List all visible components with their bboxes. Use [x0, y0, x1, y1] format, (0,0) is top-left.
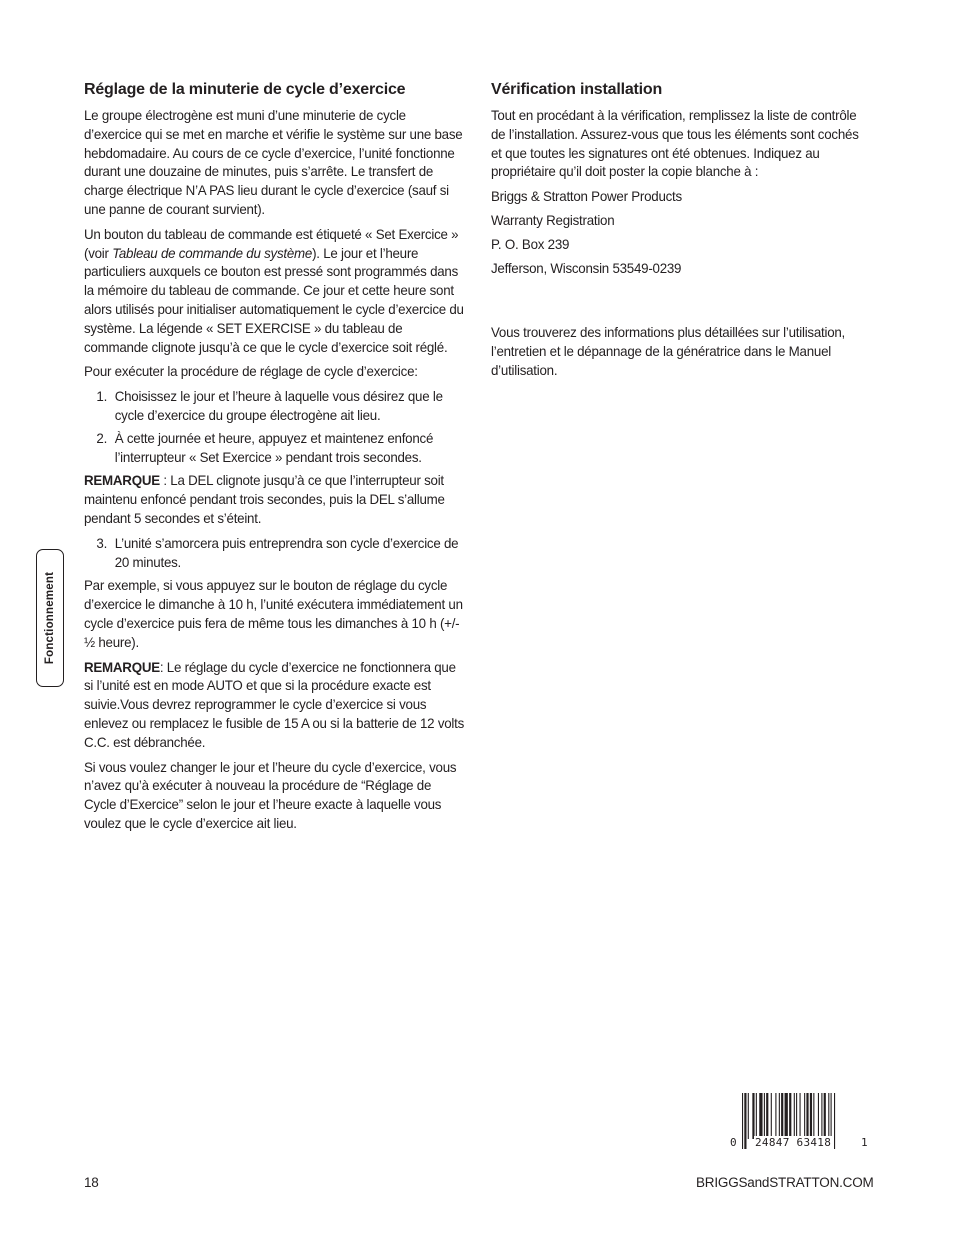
- site-url: BRIGGSandSTRATTON.COM: [696, 1175, 874, 1190]
- barcode-bar: [779, 1093, 780, 1139]
- barcode-bar: [752, 1093, 754, 1139]
- barcode-bar: [781, 1093, 783, 1139]
- section-title-exercise-timer: Réglage de la minuterie de cycle d’exercice: [84, 81, 406, 98]
- barcode-bar: [813, 1093, 814, 1139]
- right-column: [491, 80, 871, 386]
- list-item: 1. Choisissez le jour et l’heure à laquelle vous désirez que le cycle d’exercice du groupe électrogène ait lieu.: [96, 388, 443, 423]
- barcode-bar: [794, 1093, 795, 1139]
- barcode-bar: [775, 1093, 776, 1139]
- paragraph: Pour exécuter la procédure de réglage de cycle d’exercice:: [84, 363, 418, 380]
- barcode-bar: [766, 1093, 768, 1139]
- barcode-bar: [764, 1093, 765, 1139]
- barcode-bar: [785, 1093, 788, 1139]
- mailing-address: [491, 187, 871, 277]
- barcode-bar: [828, 1093, 829, 1139]
- address-line: Briggs & Stratton Power Products: [491, 188, 682, 205]
- left-column: [84, 80, 464, 839]
- barcode-bar: [796, 1093, 797, 1139]
- list-item: 3. L’unité s’amorcera puis entreprendra son cycle d’exercice de 20 minutes.: [96, 534, 459, 570]
- paragraph: Par exemple, si vous appuyez sur le bouton de réglage du cycle d’exercice le dimanche à 10 h, l’unité exécutera immédiatement un cycle d’exercice puis fera de même tous les dimanches à 10 h (+/- ½ heure).: [84, 577, 463, 650]
- barcode-bar: [818, 1093, 819, 1139]
- list-item: 2. À cette journée et heure, appuyez et maintenez enfoncé l’interrupteur « Set Exercice » pendant trois secondes.: [96, 429, 434, 465]
- note: REMARQUE: Le réglage du cycle d’exercice ne fonctionnera que si l’unité est en mode AUTO et que si la procédure exacte est suivie.Vous devrez reprogrammer le cycle d’exercice si vous enlevez ou remplacez le fusible de 15 A ou si la batterie de 12 volts C.C. est débranchée.: [84, 658, 465, 750]
- section-title-installation-check: Vérification installation: [491, 81, 663, 98]
- barcode-bar: [771, 1093, 772, 1139]
- barcode-main-digits: 24847 63418: [755, 1136, 832, 1149]
- paragraph: Si vous voulez changer le jour et l’heure du cycle d’exercice, vous n’avez qu’à exécuter à nouveau la procédure de “Réglage de Cycle d’Exercice” selon le jour et l’heure exacte à laquelle vous voulez que le cycle d’exercice ait lieu.: [84, 758, 457, 831]
- paragraph: Le groupe électrogène est muni d’une minuterie de cycle d’exercice qui se met en marche et vérifie le système sur une base hebdomadaire. Au cours de ce cycle d’exercice, l’unité fonctionne durant une douzaine de minutes, puis s’arrête. Le transfert de charge électrique N’A PAS lieu durant le cycle d’exercice (sauf si une panne de courant survient).: [84, 107, 463, 217]
- paragraph: Un bouton du tableau de commande est étiqueté « Set Exercice » (voir Tableau de commande du système). Le jour et l’heure particuliers auxquels ce bouton est pressé sont programmés dans la mémoire du tableau de commande. Ce jour et cette heure sont alors utilisés pour initialiser automatiquement le cycle d’exercice du système. La légende « SET EXERCISE » du tableau de commande clignote jusqu’à ce que le cycle d’exercice soit réglé.: [84, 225, 464, 355]
- steps-list: [84, 387, 464, 466]
- italic-reference: Tableau de commande du système: [112, 244, 313, 261]
- side-tab-label: Fonctionnement: [44, 571, 56, 665]
- barcode-trail-digit: 1: [861, 1136, 868, 1149]
- barcode-bar: [804, 1093, 805, 1139]
- barcode-bar: [759, 1093, 762, 1139]
- section-side-tab: [36, 549, 64, 687]
- paragraph: Tout en procédant à la vérification, remplissez la liste de contrôle de l’installation. Assurez-vous que tous les éléments sont cochés et que toutes les signatures ont été obtenues. Indiquez au propriétaire qu’il doit poster la copie blanche à :: [491, 107, 859, 180]
- page-number: 18: [84, 1175, 99, 1190]
- barcode-bar: [756, 1093, 757, 1139]
- barcode-bar: [806, 1093, 808, 1139]
- barcode-bar: [810, 1093, 812, 1139]
- steps-list: [84, 534, 464, 572]
- address-line: Jefferson, Wisconsin 53549-0239: [491, 259, 682, 276]
- barcode-bar: [748, 1093, 749, 1139]
- paragraph: Vous trouverez des informations plus détaillées sur l’utilisation, l’entretien et le dépannage de la génératrice dans le Manuel d’utilisation.: [491, 324, 846, 378]
- address-line: Warranty Registration: [491, 211, 615, 228]
- barcode-bar: [821, 1093, 822, 1139]
- address-line: P. O. Box 239: [491, 235, 570, 252]
- barcode-bar: [742, 1093, 743, 1149]
- barcode-bar: [834, 1093, 835, 1149]
- barcode-bar: [824, 1093, 826, 1139]
- barcode-bar: [744, 1093, 746, 1149]
- note: REMARQUE : La DEL clignote jusqu’à ce que l’interrupteur soit maintenu enfoncé pendant trois secondes, puis la DEL s’allume pendant 5 secondes et s’éteint.: [84, 472, 445, 526]
- barcode-bar: [800, 1093, 801, 1139]
- barcode-lead-digit: 0: [730, 1136, 737, 1149]
